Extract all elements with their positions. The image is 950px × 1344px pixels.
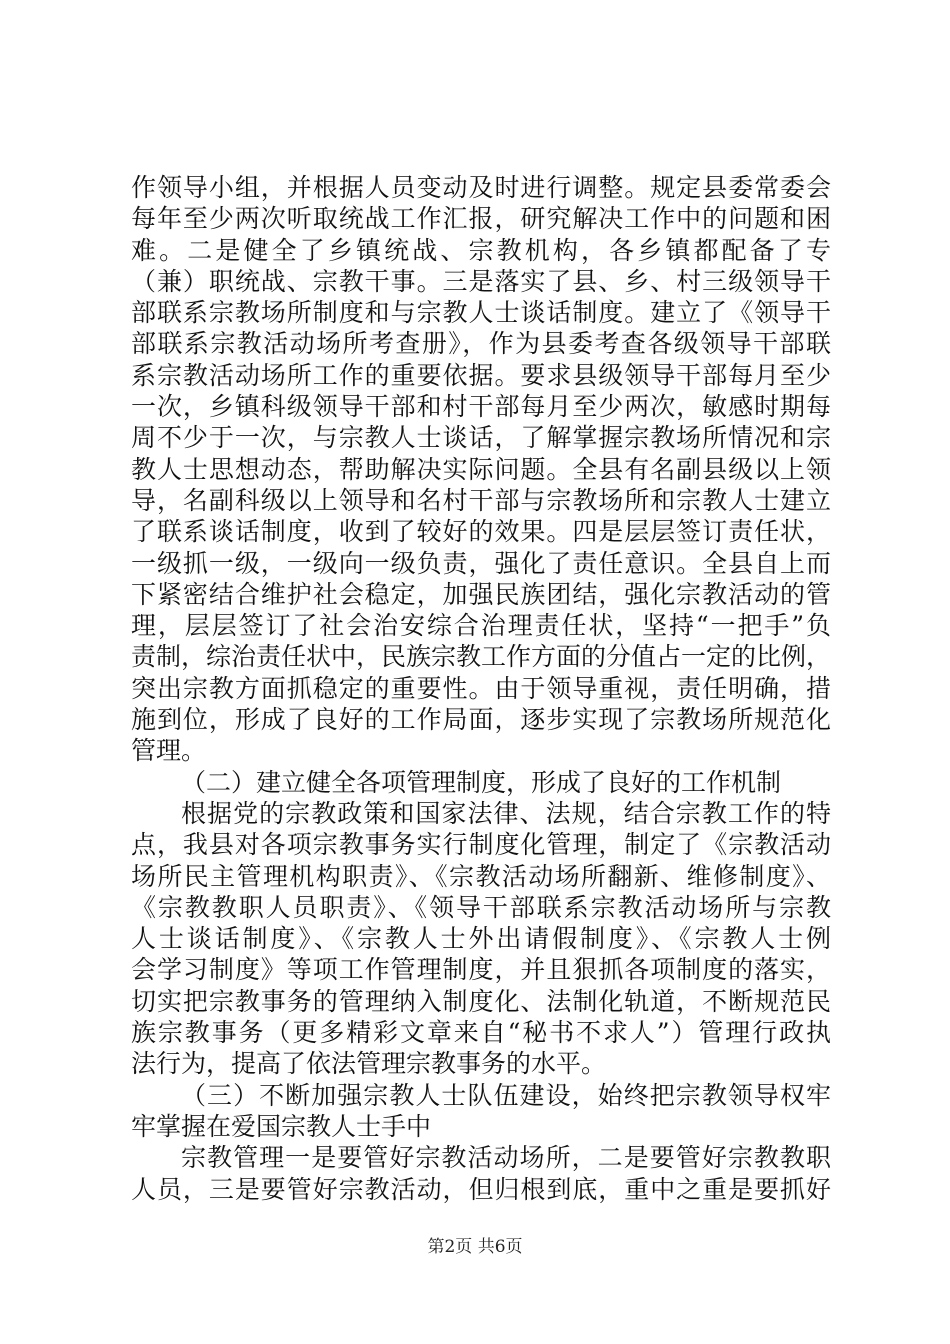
section-heading-continued: 牢掌握在爱国宗教人士手中 bbox=[131, 1111, 432, 1141]
text-line: 切实把宗教事务的管理纳入制度化、法制化轨道，不断规范民 bbox=[131, 986, 831, 1016]
text-line: 一级抓一级，一级向一级负责，强化了责任意识。全县自上而 bbox=[131, 548, 831, 578]
text-line: 周不少于一次，与宗教人士谈话，了解掌握宗教场所情况和宗 bbox=[131, 423, 831, 453]
body-text bbox=[131, 172, 831, 1205]
text-line: 根据党的宗教政策和国家法律、法规，结合宗教工作的特 bbox=[181, 798, 831, 828]
text-line: 了联系谈话制度，收到了较好的效果。四是层层签订责任状， bbox=[131, 517, 831, 547]
text-line: 理，层层签订了社会治安综合治理责任状，坚持“一把手”负 bbox=[131, 611, 831, 641]
section-heading: （二）建立健全各项管理制度，形成了良好的工作机制 bbox=[181, 767, 782, 797]
text-line: 管理。 bbox=[131, 736, 207, 766]
text-line: 作领导小组，并根据人员变动及时进行调整。规定县委常委会 bbox=[131, 173, 831, 202]
text-line: 每年至少两次听取统战工作汇报，研究解决工作中的问题和困 bbox=[131, 204, 831, 234]
text-line: 宗教管理一是要管好宗教活动场所，二是要管好宗教教职 bbox=[181, 1143, 831, 1173]
text-line: 教人士思想动态，帮助解决实际问题。全县有名副县级以上领 bbox=[131, 454, 831, 484]
text-line: 一次，乡镇科级领导干部和村干部每月至少两次，敏感时期每 bbox=[131, 392, 831, 422]
text-line: 施到位，形成了良好的工作局面，逐步实现了宗教场所规范化 bbox=[131, 705, 831, 735]
text-line: 人员，三是要管好宗教活动，但归根到底，重中之重是要抓好 bbox=[131, 1174, 831, 1204]
text-line: 族宗教事务（更多精彩文章来自“秘书不求人”）管理行政执 bbox=[131, 1018, 831, 1048]
section-heading: （三）不断加强宗教人士队伍建设，始终把宗教领导权牢 bbox=[181, 1080, 831, 1110]
text-line: 系宗教活动场所工作的重要依据。要求县级领导干部每月至少 bbox=[131, 360, 831, 390]
text-line: 部联系宗教活动场所考查册》，作为县委考查各级领导干部联 bbox=[131, 329, 831, 359]
text-line: 法行为，提高了依法管理宗教事务的水平。 bbox=[131, 1049, 607, 1079]
text-line: 人士谈话制度》、《宗教人士外出请假制度》、《宗教人士例 bbox=[131, 924, 831, 954]
text-line: 突出宗教方面抓稳定的重要性。由于领导重视，责任明确，措 bbox=[131, 673, 831, 703]
text-line: 场所民主管理机构职责》、《宗教活动场所翻新、维修制度》、 bbox=[131, 861, 831, 891]
text-line: （兼）职统战、宗教干事。三是落实了县、乡、村三级领导干 bbox=[131, 266, 831, 296]
text-line: 部联系宗教场所制度和与宗教人士谈话制度。建立了《领导干 bbox=[131, 298, 831, 328]
text-line: 下紧密结合维护社会稳定，加强民族团结，强化宗教活动的管 bbox=[131, 579, 831, 609]
text-line: 点，我县对各项宗教事务实行制度化管理，制定了《宗教活动 bbox=[131, 830, 831, 860]
text-line: 会学习制度》等项工作管理制度，并且狠抓各项制度的落实， bbox=[131, 955, 831, 985]
text-line: 《宗教教职人员职责》、《领导干部联系宗教活动场所与宗教 bbox=[131, 892, 831, 922]
text-line: 难。二是健全了乡镇统战、宗教机构，各乡镇都配备了专 bbox=[131, 235, 831, 265]
page-number-footer: 第2页 共6页 bbox=[427, 1237, 523, 1257]
text-line: 责制，综治责任状中，民族宗教工作方面的分值占一定的比例， bbox=[131, 642, 832, 672]
text-line: 导，名副科级以上领导和名村干部与宗教场所和宗教人士建立 bbox=[131, 485, 831, 515]
